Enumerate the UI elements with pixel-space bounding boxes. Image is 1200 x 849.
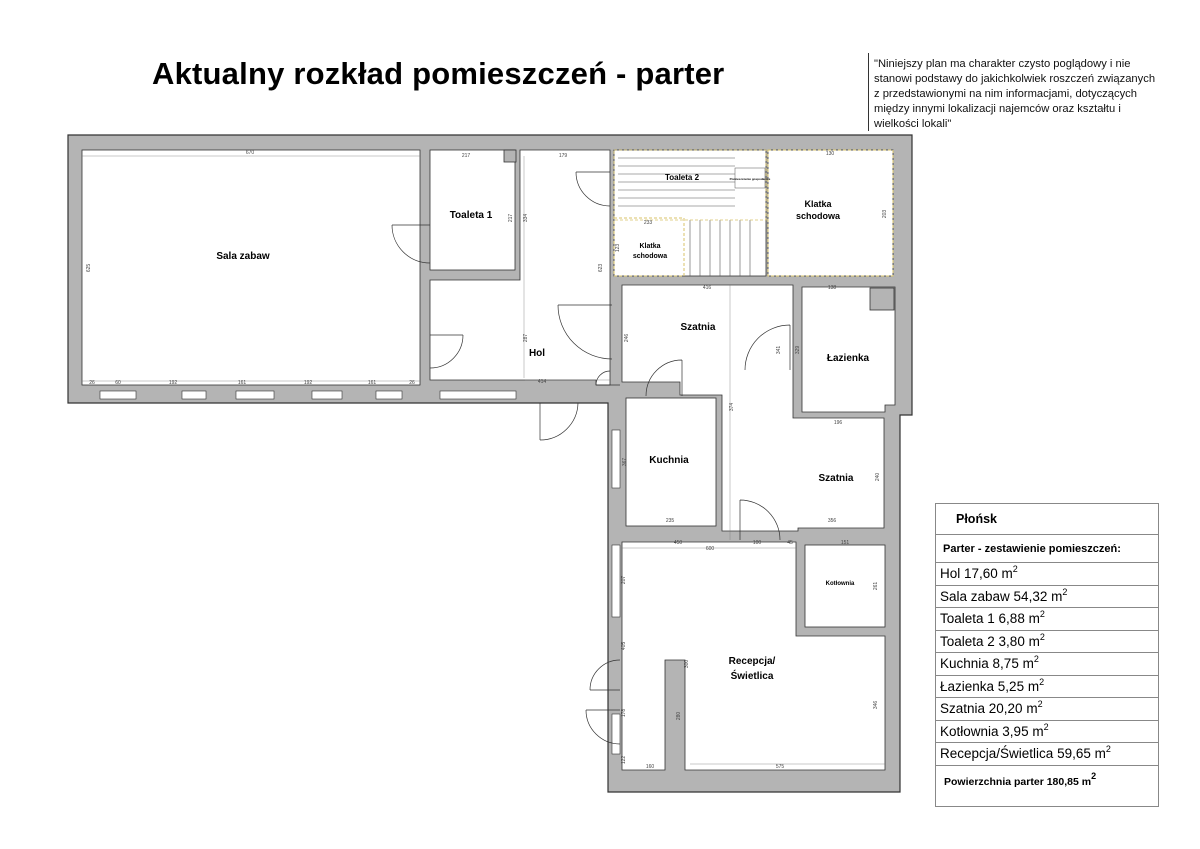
window	[182, 391, 206, 399]
dim-label: 203	[882, 209, 888, 219]
label-szatnia-1: Szatnia	[680, 322, 716, 333]
label-lazienka: Łazienka	[826, 353, 870, 364]
dim-label: 161	[367, 380, 377, 386]
legend-row	[936, 697, 1158, 720]
dim-label: 450	[673, 540, 683, 546]
label-kuchnia: Kuchnia	[649, 455, 689, 466]
dim-label: 123	[615, 243, 621, 253]
legend-room-name: Toaleta 2	[940, 633, 999, 649]
label-klatka-2: Klatka	[804, 199, 832, 209]
legend-row	[936, 742, 1158, 765]
dim-label: 416	[702, 285, 712, 291]
legend-room-name: Recepcja/Świetlica	[940, 746, 1058, 761]
dim-label: 235	[665, 518, 675, 524]
dim-label: 160	[645, 764, 655, 770]
dim-label: 670	[245, 150, 255, 156]
dim-label: 122	[621, 755, 627, 765]
dim-label: 405	[621, 641, 627, 651]
legend-total	[936, 765, 1158, 811]
legend-room-area: 8,75 m	[992, 656, 1034, 671]
legend-room-area: 5,25 m	[997, 678, 1040, 694]
dim-label: 196	[833, 420, 843, 426]
floor-hol-corner	[504, 150, 516, 162]
legend-header: Parter - zestawienie pomieszczeń:	[936, 534, 1158, 562]
label-klatka-1: Klatka	[639, 243, 661, 250]
dim-label: 138	[827, 285, 837, 291]
legend-unit-superscript: 2	[1039, 609, 1045, 619]
dim-label: 217	[461, 153, 471, 159]
legend-room-area: 6,88 m	[998, 611, 1040, 626]
label-hol: Hol	[528, 348, 546, 359]
legend-room-area: 3,95 m	[1002, 723, 1044, 739]
legend-unit-superscript: 2	[1039, 676, 1045, 687]
windows-south	[100, 391, 620, 754]
label-toaleta-1: Toaleta 1	[449, 210, 493, 221]
legend-room-area: 17,60 m	[964, 566, 1013, 581]
floor-sala-zabaw	[82, 150, 420, 385]
dim-label: 192	[168, 380, 178, 386]
label-klatka-1b: schodowa	[632, 253, 668, 260]
legend-unit-superscript: 2	[1033, 654, 1039, 664]
dim-label: 329	[795, 345, 801, 355]
dim-label: 246	[624, 333, 630, 343]
dim-label: 26	[409, 380, 415, 386]
window	[612, 430, 620, 488]
legend-unit-superscript: 2	[1037, 699, 1043, 709]
area-legend-table	[935, 503, 1159, 807]
dim-label: 100	[752, 540, 762, 546]
dim-label: 233	[643, 220, 653, 226]
legend-room-name: Kotłownia	[940, 723, 1003, 739]
window	[612, 545, 620, 617]
dim-label: 356	[827, 518, 837, 524]
label-sala-zabaw: Sala zabaw	[216, 251, 270, 262]
legend-row	[936, 562, 1158, 585]
legend-room-area: 20,20 m	[988, 701, 1038, 716]
legend-row	[936, 607, 1158, 630]
dim-label: 161	[237, 380, 247, 386]
dim-label: 179	[558, 153, 568, 159]
dim-label: 240	[875, 472, 881, 482]
dim-label: 414	[537, 379, 547, 385]
dim-label: 178	[621, 708, 627, 718]
legend-row	[936, 652, 1158, 675]
page-title: Aktualny rozkład pomieszczeń - parter	[152, 56, 725, 91]
label-klatka-2b: schodowa	[795, 211, 841, 221]
dim-label: 207	[621, 575, 627, 585]
dim-label: 600	[705, 546, 715, 552]
window	[440, 391, 516, 399]
legend-city: Płońsk	[956, 512, 997, 526]
label-recepcja-b: Świetlica	[730, 671, 774, 682]
dim-label: 192	[303, 380, 313, 386]
legend-room-area: 3,80 m	[998, 633, 1040, 649]
legend-total-unit: 2	[1091, 770, 1097, 781]
legend-total-label: Powierzchnia parter 180,85 m	[944, 775, 1092, 788]
window	[376, 391, 402, 399]
disclaimer-note: "Niniejszy plan ma charakter czysto poglądowy i nie stanowi podstawy do jakichkolwiek roszczeń związanych z przedstawionymi na nim informacjami, dotyczących między innymi lokalizacji najemców oraz kształtu i wielkości lokali"	[874, 58, 1156, 130]
dim-label: 623	[598, 263, 604, 273]
legend-row	[936, 720, 1158, 743]
dim-label: 575	[775, 764, 785, 770]
label-pomieszczenie-gospodarcze: Pomieszczenie gospodarcze	[729, 177, 771, 181]
dim-label: 60	[115, 380, 121, 386]
dim-label: 625	[86, 263, 92, 273]
dim-label: 280	[676, 711, 682, 721]
dim-label: 374	[729, 402, 735, 412]
label-kotlownia: Kotłownia	[825, 581, 855, 587]
legend-row	[936, 630, 1158, 653]
dim-label: 217	[508, 213, 514, 223]
legend-room-name: Łazienka	[940, 678, 998, 694]
dim-label: 261	[873, 581, 879, 591]
dim-label: 334	[523, 213, 529, 223]
window	[612, 714, 620, 754]
legend-room-name: Kuchnia	[940, 656, 993, 671]
floor-lazienka-corner	[870, 288, 894, 310]
legend-unit-superscript: 2	[1062, 586, 1068, 597]
legend-room-name: Sala zabaw	[940, 588, 1014, 604]
label-szatnia-2: Szatnia	[818, 473, 854, 484]
legend-room-name: Hol	[940, 566, 965, 581]
dim-label: 45	[787, 540, 793, 546]
legend-room-area: 59,65 m	[1057, 746, 1106, 761]
label-recepcja: Recepcja/	[728, 656, 776, 667]
dim-label: 287	[523, 333, 529, 343]
door-entrance	[540, 403, 578, 440]
dim-label: 341	[776, 345, 782, 355]
legend-unit-superscript: 2	[1105, 744, 1111, 754]
legend-room-name: Szatnia	[940, 701, 989, 716]
window	[312, 391, 342, 399]
label-toaleta-2: Toaleta 2	[664, 173, 700, 182]
dim-label: 346	[873, 700, 879, 710]
legend-room-area: 54,32 m	[1013, 588, 1063, 604]
dim-label: 300	[684, 659, 690, 669]
window	[100, 391, 136, 399]
legend-unit-superscript: 2	[1043, 721, 1049, 732]
legend-row	[936, 585, 1158, 608]
legend-room-name: Toaleta 1	[940, 611, 999, 626]
legend-row	[936, 675, 1158, 698]
legend-unit-superscript: 2	[1039, 631, 1045, 642]
dim-label: 130	[825, 151, 835, 157]
dim-label: 26	[89, 380, 95, 386]
dim-label: 367	[622, 457, 628, 467]
window	[236, 391, 274, 399]
legend-unit-superscript: 2	[1012, 564, 1018, 574]
dim-label: 151	[840, 540, 850, 546]
